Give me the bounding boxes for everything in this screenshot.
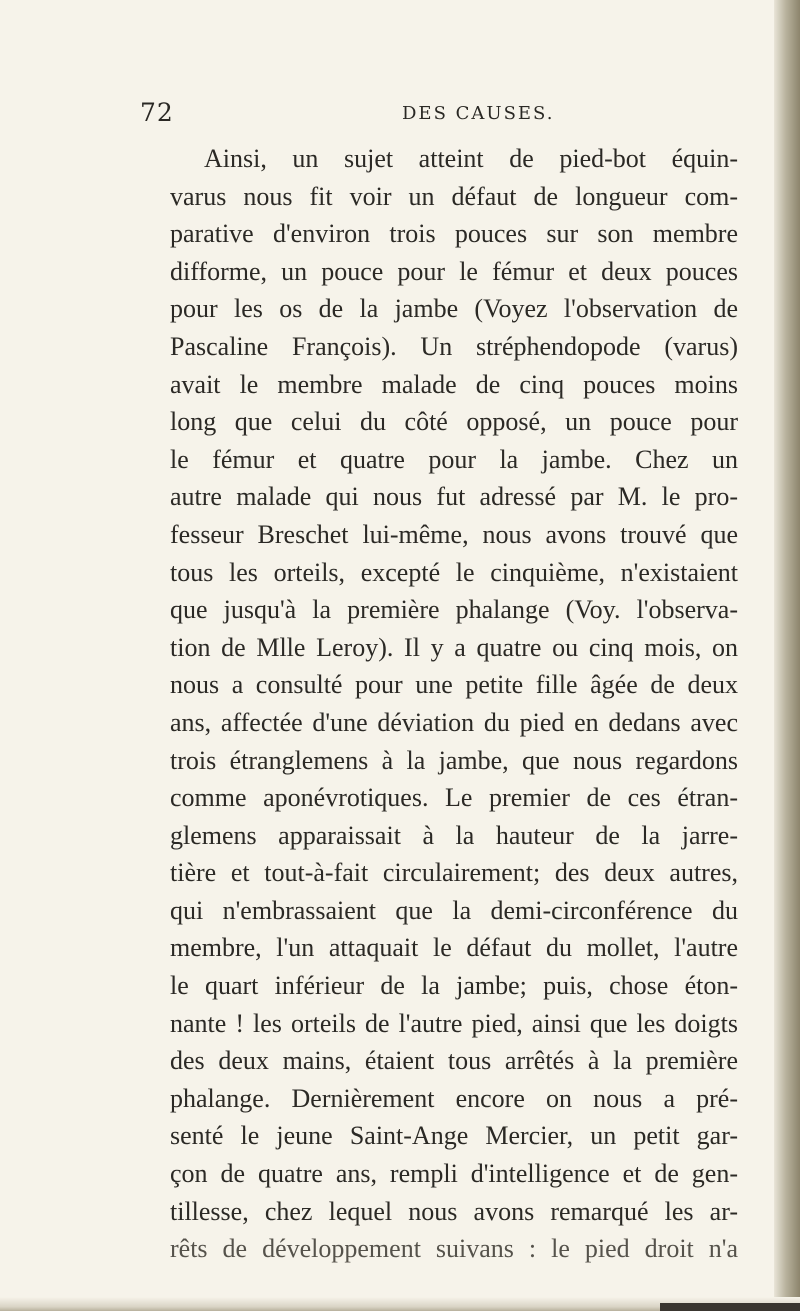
- text-line: rêts de développement suivans : le pied droit n'a: [170, 1234, 738, 1264]
- text-line: nous a consulté pour une petite fille âgée de deux: [170, 670, 738, 700]
- text-line: Ainsi, un sujet atteint de pied-bot équin-: [204, 144, 738, 173]
- text-line: qui n'embrassaient que la demi-circonférence du: [170, 895, 738, 925]
- text-line: tière et tout-à-fait circulairement; des deux autres,: [170, 858, 738, 888]
- text-line: long que celui du côté opposé, un pouce pour: [170, 407, 738, 437]
- text-line: tillesse, chez lequel nous avons remarqué les ar-: [170, 1196, 738, 1226]
- text-line: autre malade qui nous fut adressé par M. le pro-: [170, 482, 738, 512]
- text-line: comme aponévrotiques. Le premier de ces étran-: [170, 783, 738, 813]
- page-header: [140, 98, 760, 132]
- text-line: membre, l'un attaquait le défaut du mollet, l'autre: [170, 933, 738, 963]
- text-line: glemens apparaissait à la hauteur de la jarre-: [170, 820, 738, 850]
- text-line: le quart inférieur de la jambe; puis, chose éton-: [170, 971, 738, 1001]
- text-line: difforme, un pouce pour le fémur et deux pouces: [170, 256, 738, 286]
- page-corner-shadow: [660, 1303, 800, 1311]
- text-line: des deux mains, étaient tous arrêtés à la première: [170, 1046, 738, 1076]
- text-line: Pascaline François). Un stréphendopode (varus): [170, 331, 738, 361]
- text-line: senté le jeune Saint-Ange Mercier, un petit gar-: [170, 1121, 738, 1151]
- text-line: phalange. Dernièrement encore on nous a pré-: [170, 1083, 738, 1113]
- page-number: 72: [140, 98, 174, 127]
- text-line: ans, affectée d'une déviation du pied en dedans avec: [170, 707, 738, 737]
- text-line: çon de quatre ans, rempli d'intelligence et de gen-: [170, 1159, 738, 1189]
- text-line: tous les orteils, excepté le cinquième, n'existaient: [170, 557, 738, 587]
- paragraph: [170, 140, 738, 1268]
- text-line: avait le membre malade de cinq pouces moins: [170, 369, 738, 399]
- text-line: pour les os de la jambe (Voyez l'observation de: [170, 294, 738, 324]
- text-line: fesseur Breschet lui-même, nous avons trouvé que: [170, 519, 738, 549]
- text-line: trois étranglemens à la jambe, que nous regardons: [170, 745, 738, 775]
- text-line: le fémur et quatre pour la jambe. Chez un: [170, 444, 738, 474]
- text-line: que jusqu'à la première phalange (Voy. l'observa-: [170, 595, 738, 625]
- text-line: tion de Mlle Leroy). Il y a quatre ou cinq mois, on: [170, 632, 738, 662]
- text-line: varus nous fit voir un défaut de longueur com-: [170, 181, 738, 211]
- running-title: DES CAUSES.: [402, 103, 555, 124]
- text-line: parative d'environ trois pouces sur son membre: [170, 219, 738, 249]
- text-line: nante ! les orteils de l'autre pied, ainsi que les doigts: [170, 1008, 738, 1038]
- page-edge-shadow: [774, 0, 800, 1311]
